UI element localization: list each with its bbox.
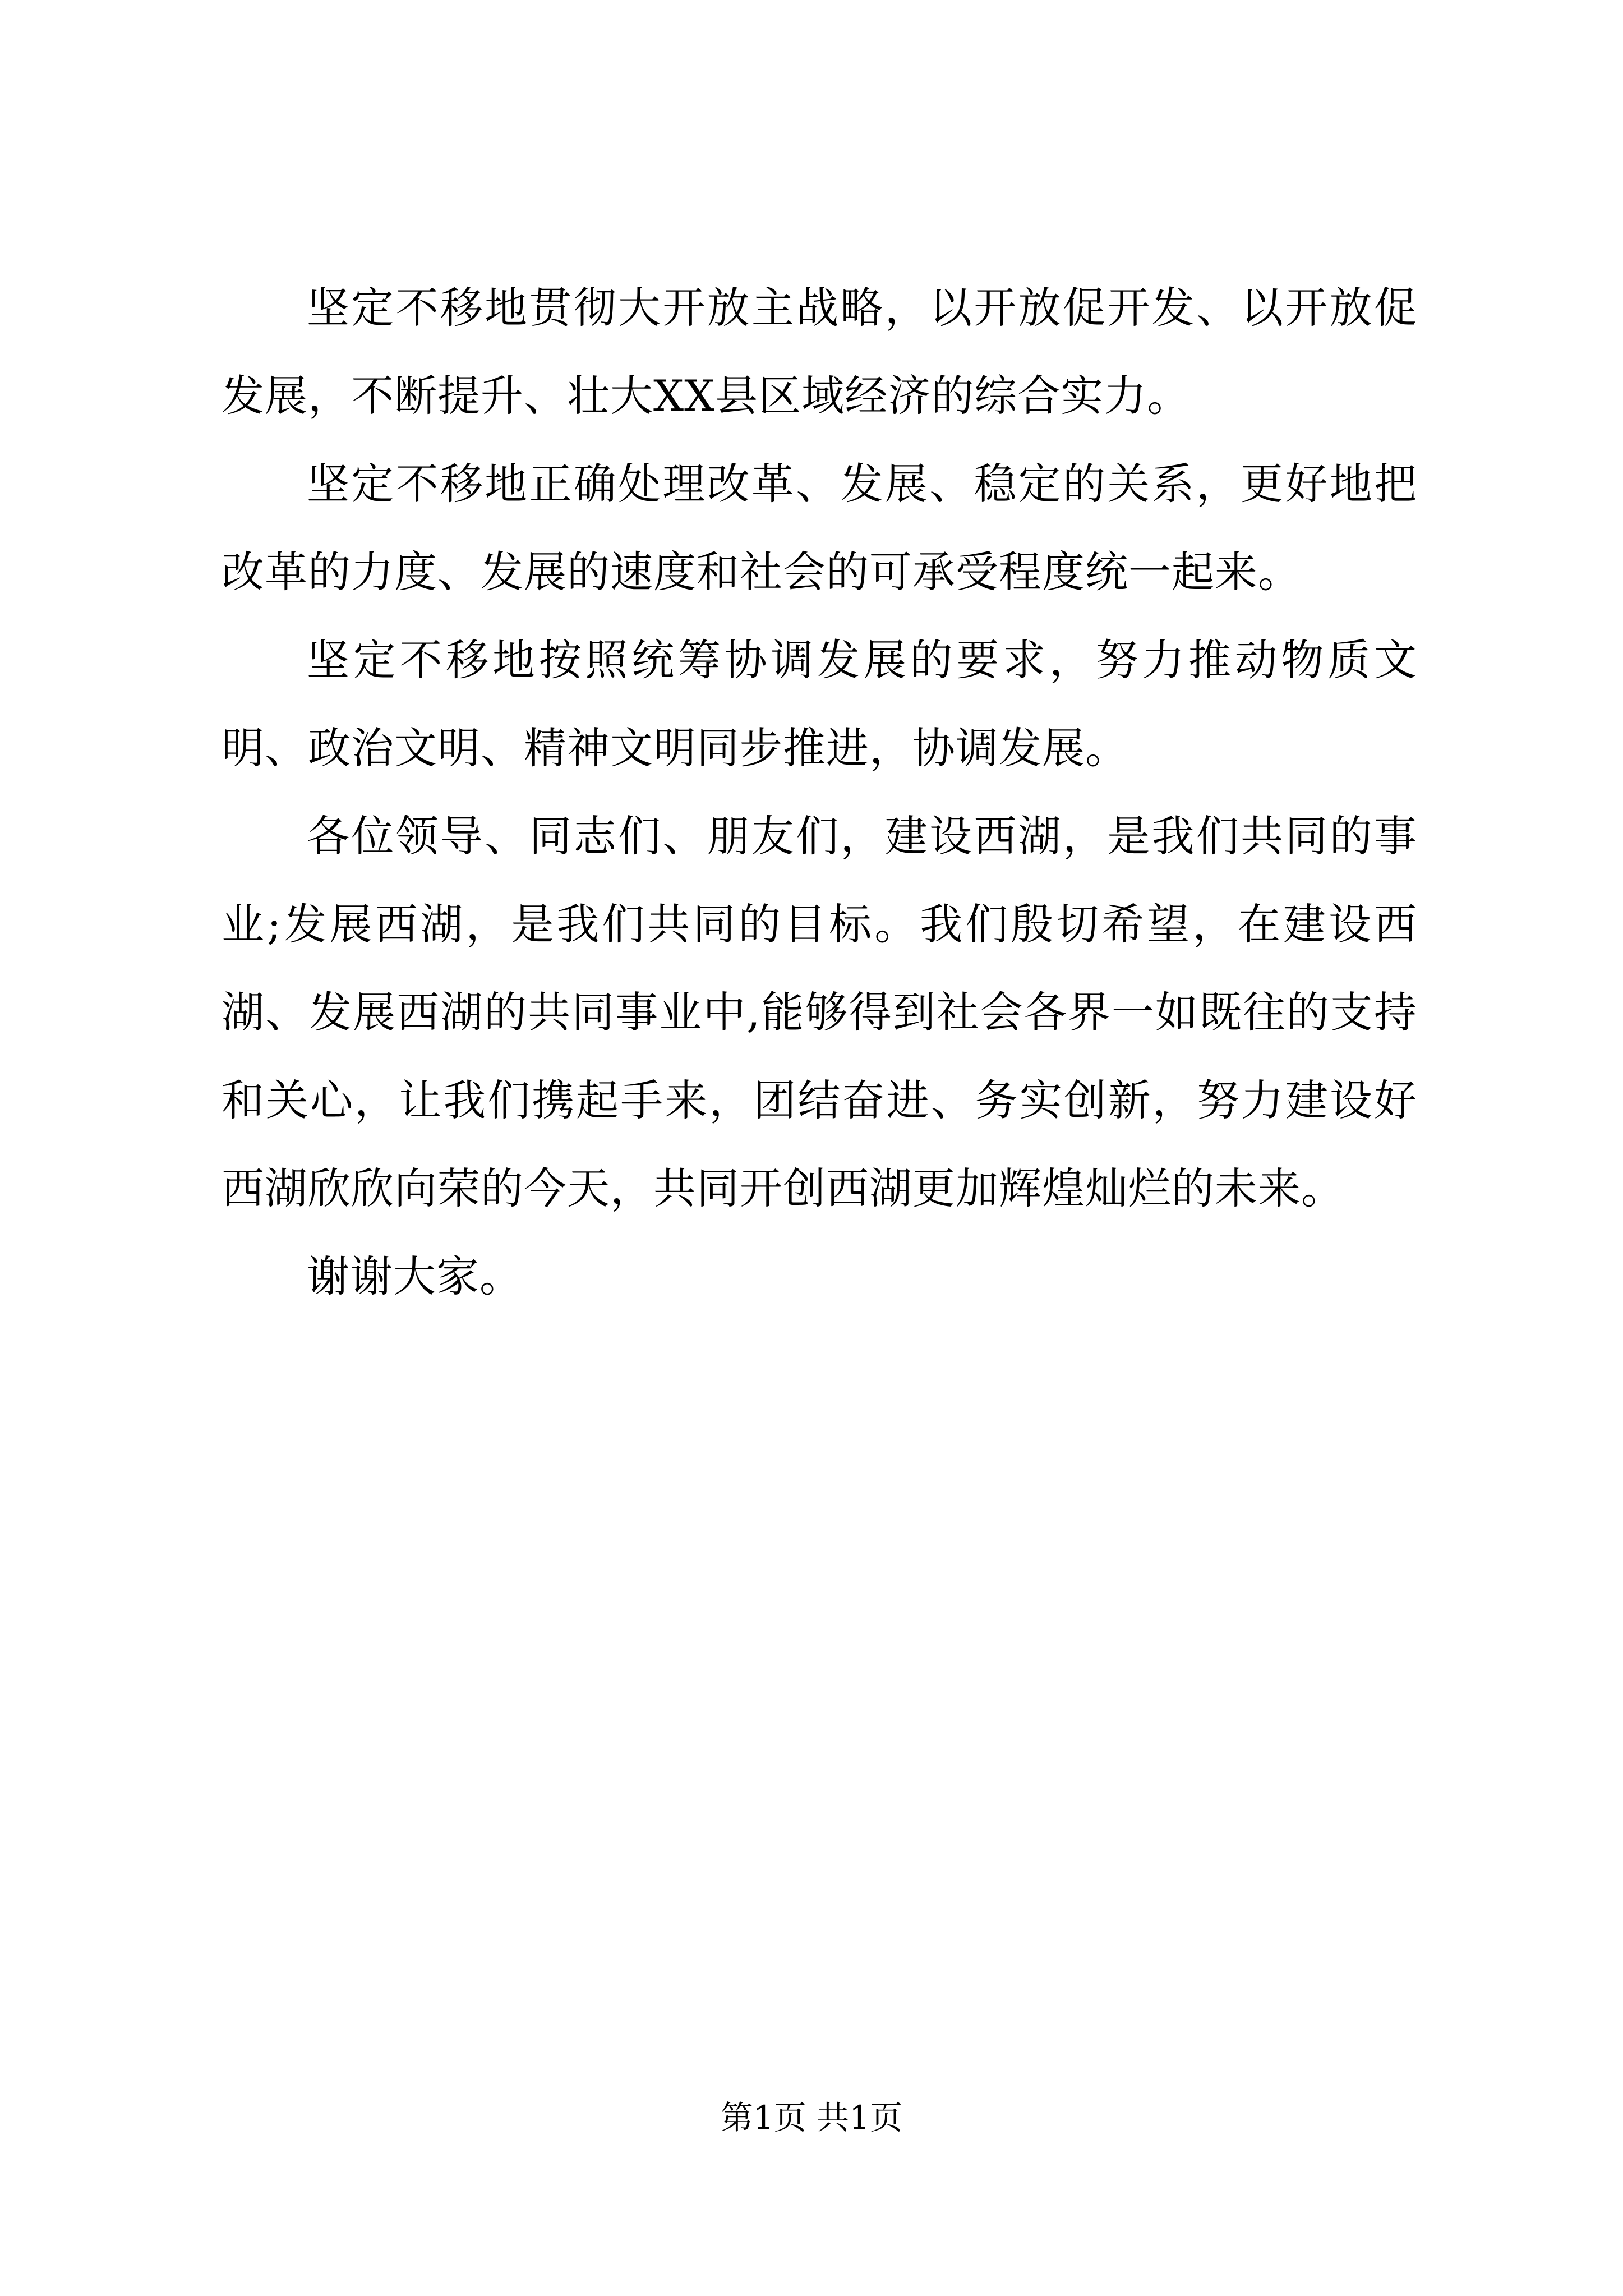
paragraph-open-strategy: 坚定不移地贯彻大开放主战略，以开放促开发、以开放促发展，不断提升、壮大XX县区域经济的综合实力。 — [222, 283, 1417, 421]
document-body — [222, 264, 1417, 1320]
paragraph-coordinated-development: 坚定不移地按照统筹协调发展的要求，努力推动物质文明、政治文明、精神文明同步推进，协调发展。 — [222, 635, 1417, 773]
paragraph-closing-appeal: 各位领导、同志们、朋友们，建设西湖，是我们共同的事业;发展西湖，是我们共同的目标。我们殷切希望，在建设西湖、发展西湖的共同事业中,能够得到社会各界一如既往的支持和关心，让我们携起手来，团结奋进、务实创新，努力建设好西湖欣欣向荣的今天，共同开创西湖更加辉煌灿烂的未来。 — [222, 811, 1417, 1213]
paragraph-thanks: 谢谢大家。 — [307, 1251, 523, 1301]
page-number-footer: 第1页 共1页 — [720, 2099, 903, 2137]
paragraph-reform-development: 坚定不移地正确处理改革、发展、稳定的关系，更好地把改革的力度、发展的速度和社会的可承受程度统一起来。 — [222, 459, 1417, 597]
